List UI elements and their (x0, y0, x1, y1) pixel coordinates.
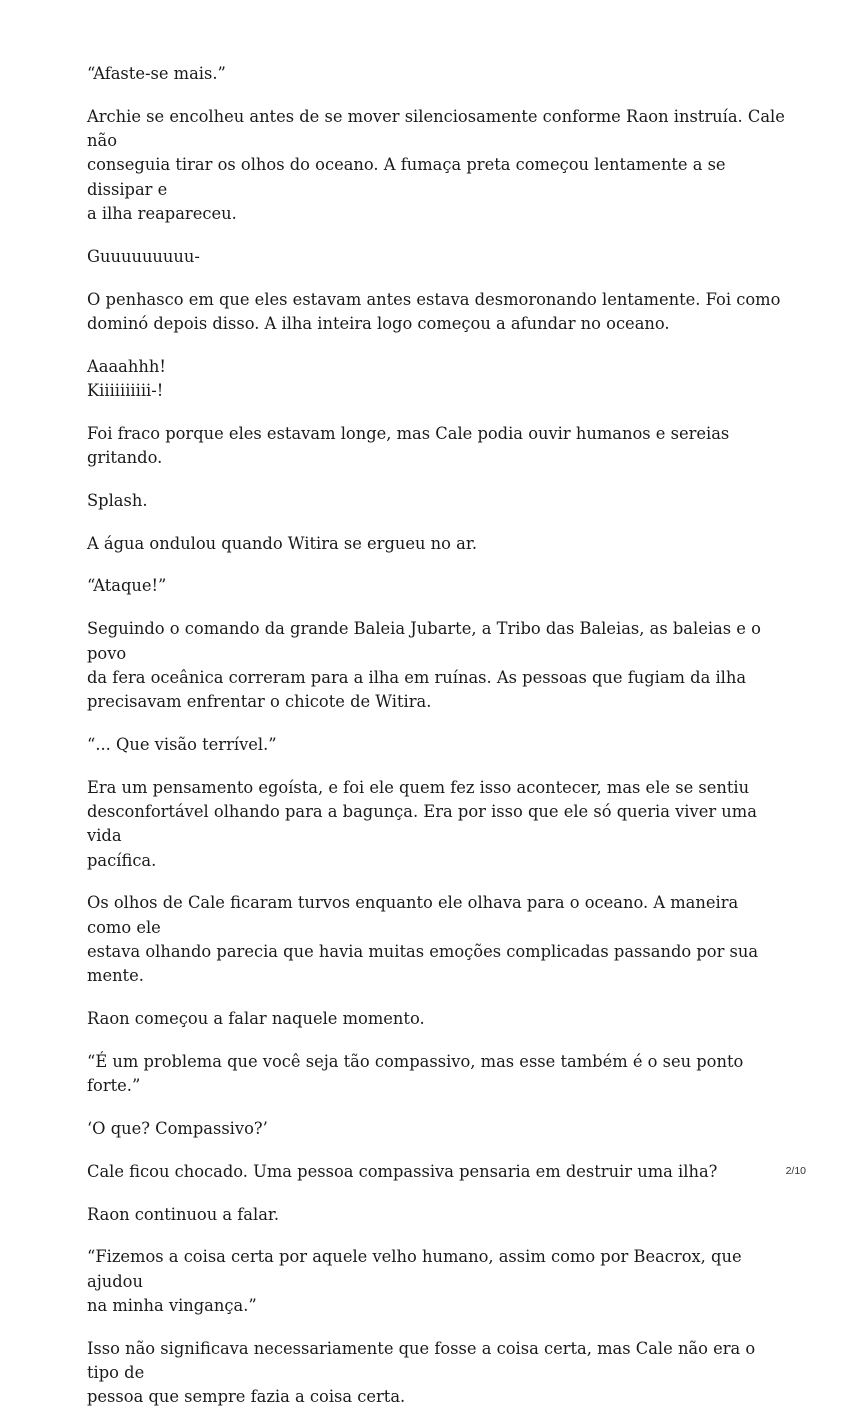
paragraph-7: Splash. (87, 490, 148, 510)
paragraph-13: Os olhos de Cale ficaram turvos enquanto ele olhava para o oceano. A maneira como ele estava olhando parecia que havia muitas emoções complicadas passando por sua mente. (87, 893, 759, 986)
paragraph-9: “Ataque!” (87, 576, 167, 596)
paragraph-10: Seguindo o comando da grande Baleia Jubarte, a Tribo das Baleias, as baleias e o povo da fera oceânica correram para a ilha em ruínas. As pessoas que fugiam da ilha precisavam enfrentar o chicote de Witira. (87, 619, 761, 712)
paragraph-12: Era um pensamento egoísta, e foi ele quem fez isso acontecer, mas ele se sentiu desconfortável olhando para a bagunça. Era por isso que ele só queria viver uma vida pacífica. (87, 777, 757, 870)
page-number: 2/10 (785, 1165, 806, 1177)
paragraph-6: Foi fraco porque eles estavam longe, mas Cale podia ouvir humanos e sereias gritando. (87, 423, 730, 468)
paragraph-3: Guuuuuuuuu- (87, 246, 200, 266)
paragraph-16: ‘O que? Compassivo?’ (87, 1119, 268, 1138)
paragraph-14: Raon começou a falar naquele momento. (87, 1009, 425, 1029)
paragraph-8: A água ondulou quando Witira se ergueu no ar. (87, 533, 477, 553)
paragraph-4: O penhasco em que eles estavam antes estava desmoronando lentamente. Foi como dominó depois disso. A ilha inteira logo começou a afundar no oceano. (87, 289, 781, 333)
paragraph-20: Isso não significava necessariamente que fosse a coisa certa, mas Cale não era o tipo de pessoa que sempre fazia a coisa certa. (87, 1338, 756, 1407)
paragraph-2: Archie se encolheu antes de se mover silenciosamente conforme Raon instruía. Cale não conseguia tirar os olhos do oceano. A fumaça preta começou lentamente a se dissipar e a ilha reapareceu. (87, 106, 785, 223)
paragraph-17: Cale ficou chocado. Uma pessoa compassiva pensaria em destruir uma ilha? (87, 1161, 718, 1181)
paragraph-5: Aaaahhh! Kiiiiiiiiii-! (87, 356, 166, 400)
paragraph-19: “Fizemos a coisa certa por aquele velho humano, assim como por Beacrox, que ajudou na minha vingança.” (87, 1247, 742, 1315)
paragraph-15: “É um problema que você seja tão compassivo, mas esse também é o seu ponto forte.” (87, 1051, 744, 1096)
document-page (87, 62, 787, 1428)
paragraph-11: “... Que visão terrível.” (87, 734, 277, 754)
paragraph-18: Raon continuou a falar. (87, 1204, 280, 1224)
paragraph-1: “Afaste-se mais.” (87, 64, 226, 83)
